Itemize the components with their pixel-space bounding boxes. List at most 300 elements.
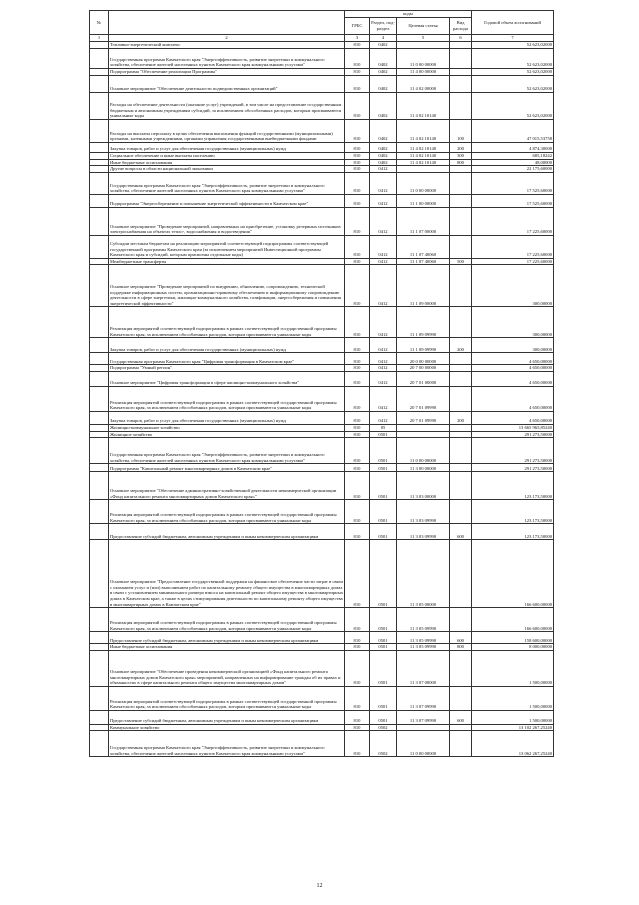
cell-name: Государственная программа Камчатского края "Энергоэффективность, развитие энергетики и коммунального хозяйства, обеспечение жителей населенных пунктов Камчатского края коммунальными услугами" [109, 172, 345, 194]
cell-razdel: 0412 [370, 411, 397, 424]
cell-no [90, 258, 109, 265]
cell-vid [450, 93, 472, 120]
cell-razdel: 0412 [370, 386, 397, 411]
cell-razdel: 0501 [370, 540, 397, 608]
cell-razdel: 0412 [370, 258, 397, 265]
column-number: 4 [370, 35, 397, 42]
cell-no [90, 500, 109, 524]
cell-statya: 11 1 07 40060 [397, 258, 450, 265]
cell-sum: 291 273,50000 [472, 438, 554, 464]
cell-vid: 200 [450, 338, 472, 353]
cell-sum: 13 062 267,25240 [472, 731, 554, 757]
table-row [90, 424, 554, 431]
cell-razdel: 0412 [370, 353, 397, 365]
header-razdel: Раздел, под-раздел [370, 18, 397, 35]
cell-vid: 500 [450, 258, 472, 265]
table-row [90, 93, 554, 120]
cell-vid [450, 265, 472, 307]
cell-no [90, 464, 109, 472]
cell-razdel: 0501 [370, 710, 397, 724]
cell-vid: 600 [450, 710, 472, 724]
cell-no [90, 207, 109, 235]
cell-sum: 8 000,00000 [472, 644, 554, 651]
cell-no [90, 265, 109, 307]
cell-no [90, 49, 109, 69]
cell-no [90, 143, 109, 153]
cell-vid [450, 540, 472, 608]
cell-grbs: 810 [345, 49, 370, 69]
column-number: 7 [472, 35, 554, 42]
cell-no [90, 524, 109, 540]
cell-statya: 11 0 00 00000 [397, 172, 450, 194]
cell-name: Иные бюджетные ассигнования [109, 644, 345, 651]
cell-vid [450, 500, 472, 524]
cell-no [90, 710, 109, 724]
cell-vid: 800 [450, 644, 472, 651]
cell-sum: 22 175,60000 [472, 166, 554, 173]
cell-vid [450, 472, 472, 500]
cell-vid: 600 [450, 632, 472, 644]
cell-no [90, 194, 109, 207]
table-row [90, 411, 554, 424]
cell-grbs: 810 [345, 265, 370, 307]
cell-no [90, 120, 109, 143]
cell-razdel: 0412 [370, 166, 397, 173]
cell-vid [450, 731, 472, 757]
cell-razdel: 0402 [370, 120, 397, 143]
header-grbs: ГРБС [345, 18, 370, 35]
column-number: 5 [397, 35, 450, 42]
table-row [90, 207, 554, 235]
cell-name: Реализация мероприятий соответствующей подпрограммы в рамках соответствующей государственной программы Камчатского края, за исключением обособленных расходов, которым присваиваются уникальные коды [109, 500, 345, 524]
cell-vid [450, 194, 472, 207]
cell-grbs: 810 [345, 207, 370, 235]
cell-vid: 200 [450, 143, 472, 153]
cell-no [90, 731, 109, 757]
cell-sum: 1 500,00000 [472, 686, 554, 710]
table-row [90, 472, 554, 500]
cell-no [90, 371, 109, 386]
cell-sum: 4 650,00000 [472, 386, 554, 411]
cell-sum: 291 273,50000 [472, 431, 554, 438]
cell-statya: 11 0 00 00000 [397, 731, 450, 757]
cell-name: Основное мероприятие "Предоставление государственной поддержки на финансовое обеспечение части затрат в связи с оказанием услуг и (или) выполнением работ по капитальному ремонту общего имущества в многоквартирных домах в связи с установлением минимального размера взноса на капитальный ремонт общего имущества в многоквартирных домах в Камчатском крае, а также в целях стимулирования деятельности по капитальному ремонту общего имущества в многоквартирных домах в Камчатском крае" [109, 540, 345, 608]
cell-name: Подпрограмма "Умный регион" [109, 365, 345, 372]
cell-razdel: 0501 [370, 686, 397, 710]
cell-no [90, 386, 109, 411]
cell-name: Реализация мероприятий соответствующей подпрограммы в рамках соответствующей государственной программы Камчатского края, за исключением обособленных расходов, которым присваиваются уникальные коды [109, 608, 345, 632]
cell-razdel: 0501 [370, 524, 397, 540]
cell-sum: 13 102 267,25240 [472, 724, 554, 731]
cell-grbs: 810 [345, 143, 370, 153]
cell-vid: 300 [450, 153, 472, 160]
cell-sum: 123 173,50000 [472, 524, 554, 540]
cell-statya: 11 1 00 00000 [397, 194, 450, 207]
cell-razdel: 0501 [370, 632, 397, 644]
cell-name: Коммунальное хозяйство [109, 724, 345, 731]
table-row [90, 524, 554, 540]
cell-no [90, 153, 109, 160]
cell-grbs: 810 [345, 76, 370, 93]
budget-table [89, 10, 554, 757]
cell-grbs: 810 [345, 120, 370, 143]
cell-statya: 11 0 00 00000 [397, 49, 450, 69]
table-row [90, 143, 554, 153]
column-number: 2 [109, 35, 345, 42]
cell-vid [450, 724, 472, 731]
cell-no [90, 42, 109, 49]
cell-no [90, 438, 109, 464]
cell-no [90, 166, 109, 173]
cell-name: Расходы на выплаты персоналу в целях обеспечения выполнения функций государственными (муниципальными) органами, казенными учреждениями, органами управления государственными внебюджетными фондами [109, 120, 345, 143]
cell-grbs: 810 [345, 307, 370, 338]
cell-statya: 11 1 07 40060 [397, 235, 450, 258]
cell-grbs: 810 [345, 172, 370, 194]
cell-razdel: 0501 [370, 438, 397, 464]
cell-sum: 52 623,02000 [472, 76, 554, 93]
cell-grbs: 810 [345, 686, 370, 710]
table-row [90, 431, 554, 438]
cell-statya [397, 424, 450, 431]
table-row [90, 386, 554, 411]
header-name [109, 11, 345, 35]
cell-statya: 11 3 07 09990 [397, 686, 450, 710]
cell-grbs: 810 [345, 632, 370, 644]
cell-vid [450, 76, 472, 93]
cell-statya: 11 3 05 09990 [397, 632, 450, 644]
table-row [90, 153, 554, 160]
cell-statya: 11 4 00 00000 [397, 69, 450, 76]
cell-razdel: 0412 [370, 207, 397, 235]
cell-name: Жилищно-коммунальное хозяйство [109, 424, 345, 431]
cell-vid [450, 650, 472, 686]
cell-razdel: 0502 [370, 731, 397, 757]
table-row [90, 120, 554, 143]
column-number: 1 [90, 35, 109, 42]
cell-no [90, 353, 109, 365]
cell-name: Основное мероприятие "Обеспечение проведения некоммерческой организацией «Фонд капитального ремонта многоквартирных домов Камчатского края» мероприятий, направленных на информирование граждан об их правах и обязанностях в сфере капитального ремонта общего имущества многоквартирных домов" [109, 650, 345, 686]
header-vid: Вид расхода [450, 18, 472, 35]
cell-vid [450, 365, 472, 372]
cell-sum: 48,00000 [472, 159, 554, 166]
cell-statya: 11 3 03 09990 [397, 500, 450, 524]
cell-no [90, 686, 109, 710]
cell-statya: 11 1 09 00000 [397, 265, 450, 307]
cell-name: Государственная программа Камчатского края "Энергоэффективность, развитие энергетики и коммунального хозяйства, обеспечение жителей населенных пунктов Камчатского края коммунальными услугами" [109, 438, 345, 464]
cell-name: Подпрограмма "Энергосбережение и повышение энергетической эффективности в Камчатском крае" [109, 194, 345, 207]
cell-name: Государственная программа Камчатского края "Энергоэффективность, развитие энергетики и коммунального хозяйства, обеспечение жителей населенных пунктов Камчатского края коммунальными услугами" [109, 49, 345, 69]
cell-name: Реализация мероприятий соответствующей подпрограммы в рамках соответствующей государственной программы Камчатского края, за исключением обособленных расходов, которым присваиваются уникальные коды [109, 307, 345, 338]
table-row [90, 710, 554, 724]
cell-razdel: 0412 [370, 371, 397, 386]
cell-grbs: 810 [345, 464, 370, 472]
cell-razdel: 0402 [370, 93, 397, 120]
table-row [90, 650, 554, 686]
cell-no [90, 172, 109, 194]
cell-vid [450, 307, 472, 338]
cell-grbs: 810 [345, 438, 370, 464]
cell-statya: 20 7 01 00000 [397, 371, 450, 386]
cell-sum: 17 225,60000 [472, 207, 554, 235]
cell-sum: 4 650,00000 [472, 365, 554, 372]
table-row [90, 644, 554, 651]
table-row [90, 42, 554, 49]
cell-sum: 166 600,00000 [472, 608, 554, 632]
table-row [90, 258, 554, 265]
header-sum: Годовой объем ассигнований [472, 11, 554, 35]
cell-razdel: 0501 [370, 644, 397, 651]
cell-razdel: 0412 [370, 194, 397, 207]
cell-no [90, 424, 109, 431]
table-row [90, 608, 554, 632]
cell-vid: 600 [450, 524, 472, 540]
cell-razdel: 0402 [370, 42, 397, 49]
cell-sum: 4 650,00000 [472, 411, 554, 424]
cell-statya [397, 724, 450, 731]
cell-sum: 4 650,00000 [472, 371, 554, 386]
cell-sum: 158 600,00000 [472, 632, 554, 644]
cell-razdel: 0402 [370, 69, 397, 76]
cell-no [90, 644, 109, 651]
cell-name: Основное мероприятие "Проведение мероприятий по внедрению, обновлению, сопровождению, технической поддержке информационных систем, организационно-правовому обеспечению и информационному сопровождению деятельности в сфере энергетики, жилищно-коммунального хозяйства, газификации, энергосбережения и повышения энергетической эффективности" [109, 265, 345, 307]
cell-vid [450, 608, 472, 632]
cell-statya: 11 3 05 09990 [397, 608, 450, 632]
cell-grbs: 810 [345, 431, 370, 438]
cell-sum: 166 600,00000 [472, 540, 554, 608]
cell-razdel: 0501 [370, 472, 397, 500]
cell-razdel: 0402 [370, 76, 397, 93]
cell-no [90, 632, 109, 644]
cell-sum: 52 623,02000 [472, 49, 554, 69]
cell-statya: 11 3 05 00000 [397, 540, 450, 608]
cell-razdel: 0402 [370, 49, 397, 69]
cell-grbs: 810 [345, 731, 370, 757]
cell-vid: 200 [450, 411, 472, 424]
cell-statya: 11 3 03 00000 [397, 472, 450, 500]
cell-statya [397, 166, 450, 173]
cell-vid [450, 235, 472, 258]
cell-grbs: 810 [345, 524, 370, 540]
cell-grbs: 810 [345, 411, 370, 424]
cell-sum: 123 173,50000 [472, 500, 554, 524]
cell-sum: 300,00000 [472, 338, 554, 353]
cell-name: Жилищное хозяйство [109, 431, 345, 438]
cell-sum: 300,00000 [472, 265, 554, 307]
cell-no [90, 93, 109, 120]
cell-name: Закупка товаров, работ и услуг для обеспечения государственных (муниципальных) нужд [109, 143, 345, 153]
cell-no [90, 235, 109, 258]
cell-name: Основное мероприятие "Проведение мероприятий, направленных на приобретение, установку резервных источников электроснабжения на объектах тепло-, водоснабжения и водоотведения" [109, 207, 345, 235]
table-row [90, 371, 554, 386]
cell-razdel: 0412 [370, 307, 397, 338]
table-row [90, 307, 554, 338]
table-row [90, 265, 554, 307]
cell-vid [450, 386, 472, 411]
cell-razdel: 0402 [370, 143, 397, 153]
table-row [90, 69, 554, 76]
cell-vid [450, 438, 472, 464]
cell-grbs: 810 [345, 353, 370, 365]
cell-statya: 20 7 01 09990 [397, 411, 450, 424]
cell-statya: 11 3 07 00000 [397, 650, 450, 686]
cell-razdel: 0502 [370, 724, 397, 731]
cell-vid [450, 69, 472, 76]
cell-name: Предоставление субсидий бюджетным, автономным учреждениям и иным некоммерческим организациям [109, 524, 345, 540]
cell-statya: 11 3 05 09990 [397, 644, 450, 651]
cell-sum: 4 650,00000 [472, 353, 554, 365]
cell-statya: 11 0 00 00000 [397, 438, 450, 464]
header-statya: Целевая статья [397, 18, 450, 35]
table-row [90, 686, 554, 710]
cell-name: Реализация мероприятий соответствующей подпрограммы в рамках соответствующей государственной программы Камчатского края, за исключением обособленных расходов, которым присваиваются уникальные коды [109, 686, 345, 710]
cell-no [90, 159, 109, 166]
cell-razdel: 0501 [370, 500, 397, 524]
column-number: 3 [345, 35, 370, 42]
cell-razdel: 0501 [370, 431, 397, 438]
table-row [90, 632, 554, 644]
cell-statya: 11 4 02 10140 [397, 153, 450, 160]
cell-no [90, 338, 109, 353]
table-row [90, 172, 554, 194]
table-row [90, 731, 554, 757]
cell-razdel: 0501 [370, 650, 397, 686]
cell-grbs: 810 [345, 153, 370, 160]
table-row [90, 159, 554, 166]
cell-no [90, 650, 109, 686]
cell-statya: 11 4 02 10140 [397, 93, 450, 120]
cell-name: Закупка товаров, работ и услуг для обеспечения государственных (муниципальных) нужд [109, 411, 345, 424]
cell-statya: 11 3 03 09990 [397, 524, 450, 540]
table-row [90, 235, 554, 258]
cell-no [90, 411, 109, 424]
table-row [90, 76, 554, 93]
cell-statya [397, 42, 450, 49]
cell-razdel: 0501 [370, 608, 397, 632]
cell-grbs: 810 [345, 365, 370, 372]
cell-sum: 1 500,00000 [472, 650, 554, 686]
cell-name: Иные бюджетные ассигнования [109, 159, 345, 166]
cell-name: Предоставление субсидий бюджетным, автономным учреждениям и иным некоммерческим организациям [109, 710, 345, 724]
cell-name: Предоставление субсидий бюджетным, автономным учреждениям и иным некоммерческим организациям [109, 632, 345, 644]
table-row [90, 49, 554, 69]
cell-sum: 47 015,53758 [472, 120, 554, 143]
cell-razdel: 0412 [370, 235, 397, 258]
cell-grbs: 810 [345, 258, 370, 265]
cell-no [90, 76, 109, 93]
cell-statya: 11 4 02 00000 [397, 76, 450, 93]
cell-name: Основное мероприятие "Обеспечение административно-хозяйственной деятельности некоммерческой организации «Фонд капитального ремонта многоквартирных домов Камчатского края»" [109, 472, 345, 500]
cell-sum: 17 225,60000 [472, 258, 554, 265]
cell-razdel: 0402 [370, 153, 397, 160]
cell-sum: 300,00000 [472, 307, 554, 338]
table-row [90, 166, 554, 173]
cell-vid: 800 [450, 159, 472, 166]
table-header [90, 11, 554, 42]
table-body [90, 42, 554, 757]
cell-sum: 17 525,60000 [472, 172, 554, 194]
table-row [90, 540, 554, 608]
cell-vid [450, 353, 472, 365]
page-number: 12 [316, 883, 323, 889]
cell-sum: 52 623,02000 [472, 69, 554, 76]
cell-sum: 17 525,60000 [472, 194, 554, 207]
cell-name: Межбюджетные трансферты [109, 258, 345, 265]
cell-vid [450, 371, 472, 386]
cell-name: Закупка товаров, работ и услуг для обеспечения государственных (муниципальных) нужд [109, 338, 345, 353]
cell-no [90, 608, 109, 632]
table-row [90, 194, 554, 207]
cell-name: Социальное обеспечение и иные выплаты населению [109, 153, 345, 160]
cell-statya: 20 7 00 00000 [397, 365, 450, 372]
cell-grbs: 810 [345, 710, 370, 724]
cell-vid [450, 172, 472, 194]
table-row [90, 724, 554, 731]
cell-grbs: 810 [345, 608, 370, 632]
header-no: № [90, 11, 109, 35]
cell-razdel: 0412 [370, 338, 397, 353]
cell-grbs: 810 [345, 644, 370, 651]
cell-name: Другие вопросы в области национальной экономики [109, 166, 345, 173]
cell-name: Субсидии местным бюджетам на реализацию мероприятий соответствующей подпрограммы соответствующей государственной программы Камчатского края (за исключением мероприятий Инвестиционной программы Камчатского края и субсидий, которым присвоены отдельные коды) [109, 235, 345, 258]
cell-name: Основное мероприятие "Обеспечение деятельности подведомственных организаций" [109, 76, 345, 93]
cell-sum: 52 623,02000 [472, 42, 554, 49]
cell-razdel: 0501 [370, 464, 397, 472]
cell-grbs: 810 [345, 424, 370, 431]
cell-statya: 11 4 02 10140 [397, 143, 450, 153]
cell-grbs: 810 [345, 338, 370, 353]
cell-sum: 291 273,50000 [472, 464, 554, 472]
cell-vid [450, 42, 472, 49]
cell-name: Подпрограмма "Обеспечение реализации Программы" [109, 69, 345, 76]
cell-vid [450, 431, 472, 438]
table-row [90, 353, 554, 365]
cell-razdel: 0402 [370, 159, 397, 166]
cell-vid [450, 464, 472, 472]
cell-vid [450, 166, 472, 173]
cell-no [90, 365, 109, 372]
cell-razdel: 0412 [370, 172, 397, 194]
cell-statya: 11 4 02 10140 [397, 159, 450, 166]
table-row [90, 338, 554, 353]
cell-sum: 17 225,60000 [472, 235, 554, 258]
cell-sum: 52 623,02000 [472, 93, 554, 120]
cell-no [90, 540, 109, 608]
cell-vid [450, 686, 472, 710]
cell-name: Подпрограмма "Капитальный ремонт многоквартирных домов в Камчатском крае" [109, 464, 345, 472]
cell-sum: 685,18242 [472, 153, 554, 160]
cell-statya [397, 431, 450, 438]
cell-name: Расходы на обеспечение деятельности (оказание услуг) учреждений, в том числе на предоставление государственным бюджетным и автономным учреждениям субсидий, за исключением обособленных расходов, которым присваиваются уникальные коды [109, 93, 345, 120]
cell-sum: 13 665 965,85240 [472, 424, 554, 431]
cell-vid [450, 424, 472, 431]
table-row [90, 365, 554, 372]
cell-no [90, 472, 109, 500]
cell-grbs: 810 [345, 69, 370, 76]
cell-statya: 11 1 09 09990 [397, 307, 450, 338]
cell-name: Топливно-энергетический комплекс [109, 42, 345, 49]
table-row [90, 438, 554, 464]
cell-no [90, 69, 109, 76]
cell-name: Основное мероприятие "Цифровая трансформация в сфере жилищно-коммунального хозяйства" [109, 371, 345, 386]
cell-no [90, 431, 109, 438]
cell-grbs: 810 [345, 724, 370, 731]
cell-grbs: 810 [345, 166, 370, 173]
cell-statya: 20 0 00 00000 [397, 353, 450, 365]
cell-grbs: 810 [345, 42, 370, 49]
cell-grbs: 810 [345, 194, 370, 207]
cell-sum: 4 874,30000 [472, 143, 554, 153]
cell-razdel: 05 [370, 424, 397, 431]
